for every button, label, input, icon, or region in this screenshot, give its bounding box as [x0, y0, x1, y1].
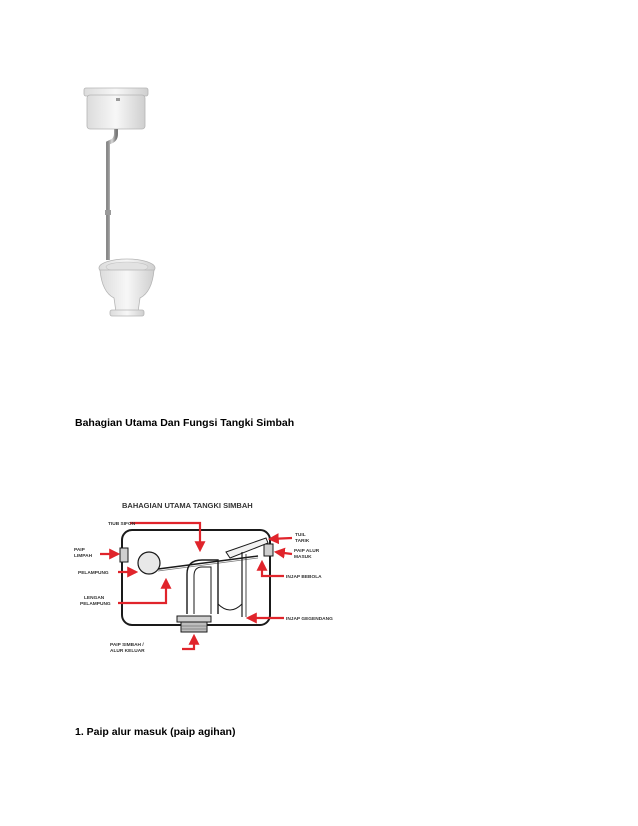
- flush-outlet: [177, 616, 211, 622]
- label-tuil-1: TUIL: [295, 533, 306, 538]
- overflow-pipe: [120, 548, 128, 562]
- pull-lever: [226, 538, 268, 558]
- label-paip-alur-2: MASUK: [294, 555, 312, 560]
- item-heading-inlet-pipe: 1. Paip alur masuk (paip agihan): [75, 726, 236, 738]
- label-paip-simbah-1: PAIP SIMBAH /: [110, 643, 144, 648]
- diagram-title: BAHAGIAN UTAMA TANGKI SIMBAH: [122, 501, 253, 510]
- label-tuil-2: TARIK: [295, 539, 310, 544]
- label-injap-gegendang: INJAP GEGENDANG: [286, 617, 333, 622]
- section-heading: Bahagian Utama Dan Fungsi Tangki Simbah: [75, 417, 295, 429]
- label-lengan-2: PELAMPUNG: [80, 602, 111, 607]
- label-paip-alur-1: PAIP ALUR: [294, 549, 320, 554]
- high-cistern-toilet-image: [72, 80, 172, 330]
- float-ball: [138, 552, 160, 574]
- label-injap-bebola: INJAP BEBOLA: [286, 575, 322, 580]
- label-lengan-1: LENGAN: [84, 596, 105, 601]
- label-paip-simbah-2: ALUR KELUAR: [110, 649, 145, 654]
- label-paip-limpah-1: PAIP: [74, 548, 85, 553]
- cistern-parts-diagram: [70, 492, 340, 667]
- label-tiub-sifon: TIUB SIFON: [108, 522, 136, 527]
- inlet-pipe: [264, 544, 273, 556]
- label-pelampung: PELAMPUNG: [78, 571, 109, 576]
- label-paip-limpah-2: LIMPAH: [74, 554, 93, 559]
- siphon-tube: [187, 560, 218, 614]
